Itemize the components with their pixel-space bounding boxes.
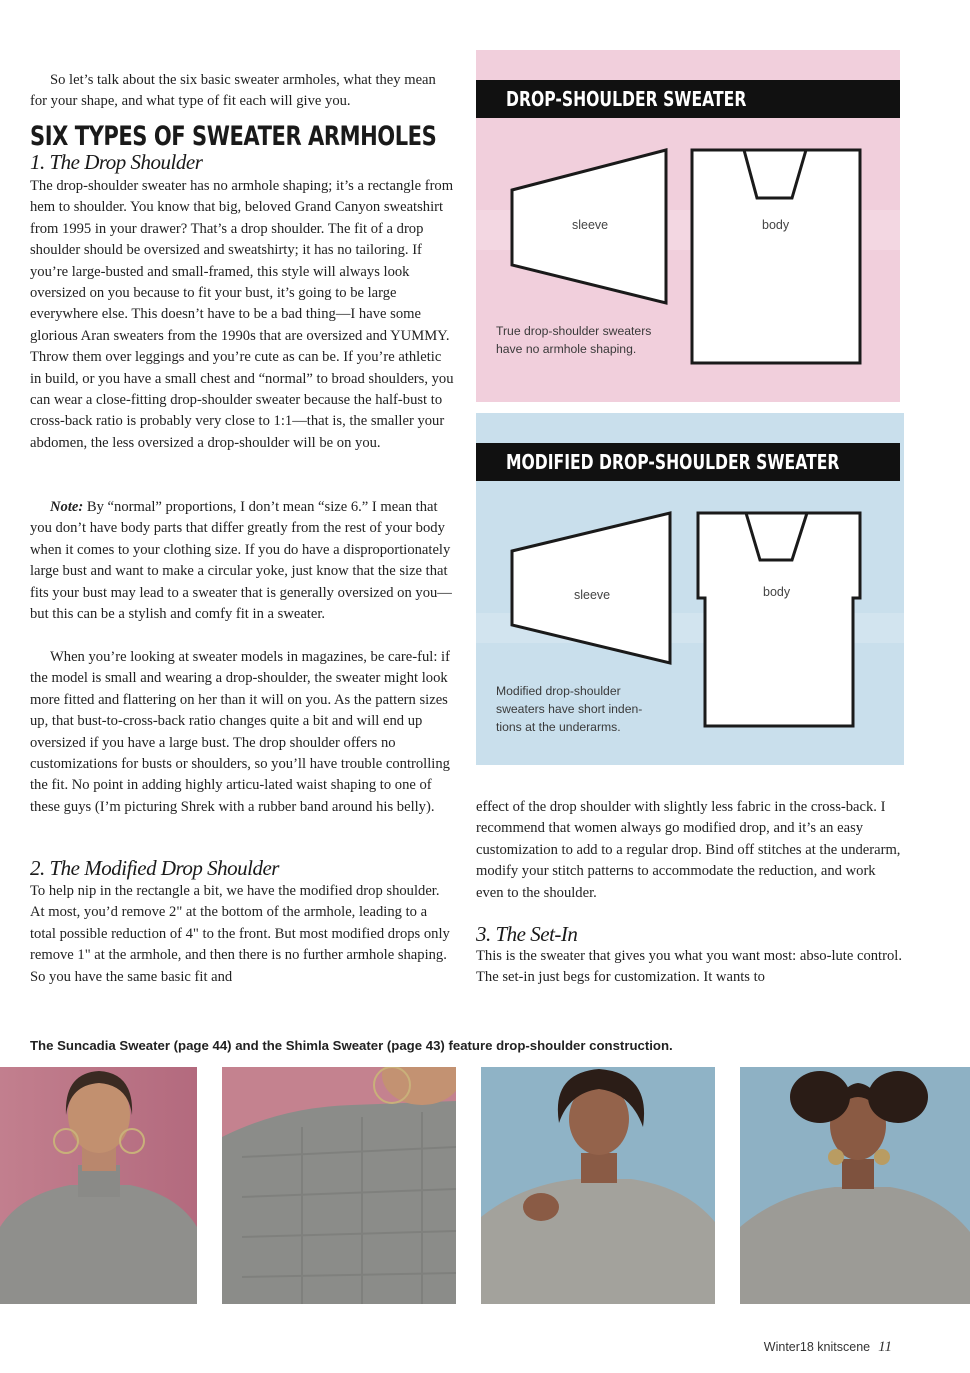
photo-shimla-model-one xyxy=(481,1067,715,1304)
modified-drop-shoulder-title-bar xyxy=(476,443,900,481)
note-text: By “normal” proportions, I don’t mean “size 6.” I mean that you don’t have body parts that differ greatly from the rest of your body when it comes to your clothing size. If you do have a disproportionately large bust and want to make a circular yoke, just know that the size that fits your bust may lead to a sweater that is generally oversized on you—but this can be a stylish and comfy fit in a sweater. xyxy=(30,499,452,623)
section-modified-text-right xyxy=(476,797,904,905)
note-label: Note: xyxy=(50,499,84,515)
page-folio xyxy=(764,1339,892,1356)
photo-suncadia-model xyxy=(0,1067,197,1304)
drop-shoulder-diagram-panel xyxy=(476,50,904,402)
intro-paragraph: So let’s talk about the six basic sweater armholes, what they mean for your shape, and what type of fit each will give you. xyxy=(30,72,436,110)
photo-suncadia-detail xyxy=(222,1067,456,1304)
modified-drop-shoulder-caption: Modified drop-shoulder sweaters have short inden-tions at the underarms. xyxy=(496,684,643,734)
photo-caption: The Suncadia Sweater (page 44) and the Shimla Sweater (page 43) feature drop-shoulder construction. xyxy=(30,1038,673,1053)
sleeve-label: sleeve xyxy=(574,588,611,602)
body-label: body xyxy=(763,585,791,599)
modified-drop-continued-paragraph: effect of the drop shoulder with slightly less fabric in the cross-back. I recommend that women always go modified drop, and it’s an easy customization to add to a regular drop. Bind off stitches at the underarm, modify your stitch patterns to accommodate the reduction, and work even to the shoulder. xyxy=(476,799,901,901)
page-number: 11 xyxy=(878,1339,892,1355)
body-shape xyxy=(698,513,860,726)
body-label: body xyxy=(762,218,790,232)
section-title-modified-drop-shoulder: 2. The Modified Drop Shoulder xyxy=(30,856,279,880)
drop-shoulder-title: DROP-SHOULDER SWEATER xyxy=(506,87,747,111)
main-heading: SIX TYPES OF SWEATER ARMHOLES xyxy=(30,121,437,152)
modified-drop-shoulder-title: MODIFIED DROP-SHOULDER SWEATER xyxy=(506,450,840,474)
note-paragraph xyxy=(30,497,455,647)
sleeve-label: sleeve xyxy=(572,218,609,232)
body-shape xyxy=(692,150,860,363)
section-modified-text-left xyxy=(30,881,455,989)
drop-shoulder-paragraph: The drop-shoulder sweater has no armhole shaping; it’s a rectangle from hem to shoulder. You know that big, beloved Grand Canyon sweatshirt from 1995 in your drawer? That’s a drop shoulder. The fit of a drop shoulder should be oversized and sweatshirty; it has no tailoring. If you’re large-busted and small-framed, this style will always look oversized on you because to fit your bust, it’s going to be large everywhere else. This doesn’t have to be a bad thing—I have some glorious Aran sweaters from the 1990s that are oversized and YUMMY. Throw them over leggings and you’re cute as can be. If you’re athletic in build, or you have a small chest and “normal” to broad shoulders, you can wear a close-fitting drop-shoulder sweater because the half-bust to cross-back ratio is probably very close to 1:1—that is, the smaller your abdomen, the less oversized a drop-shoulder will be on you. xyxy=(30,178,454,451)
drop-shoulder-title-bar xyxy=(476,80,900,118)
section-title-set-in: 3. The Set-In xyxy=(476,922,578,946)
issue-label: Winter18 knitscene xyxy=(763,1340,871,1354)
modified-drop-shoulder-diagram-panel xyxy=(476,413,904,765)
section-set-in-text xyxy=(476,946,904,990)
section-title-drop-shoulder: 1. The Drop Shoulder xyxy=(30,150,203,174)
magazine-models-paragraph: When you’re looking at sweater models in magazines, be care-ful: if the model is small and wearing a drop-shoulder, the sweater might look more fitted and flattering on her than it will on you. As the pattern sizes up, that bust-to-cross-back ratio changes quite a bit and will end up oversized if you have a large bust. The drop shoulder offers no customizations for busts or shoulders, so you’ll have trouble controlling the fit. No point in adding highly articu-lated waist shaping to one of these guys (I’m picturing Shrek with a rubber band around his belly). xyxy=(30,649,450,815)
set-in-paragraph: This is the sweater that gives you what you want most: abso-lute control. The set-in just begs for customization. It wants to xyxy=(476,948,902,986)
photo-shimla-model-two xyxy=(740,1067,970,1304)
modified-drop-paragraph: To help nip in the rectangle a bit, we have the modified drop shoulder. At most, you’d remove 2" at the bottom of the armhole, leading to a total possible reduction of 4" to the front. But most modified drops only remove 1" at the armhole, and then there is no further armhole shaping. So you have the same basic fit and xyxy=(30,883,450,985)
drop-shoulder-caption: True drop-shoulder sweaters have no armhole shaping. xyxy=(496,324,652,356)
section-drop-shoulder-text xyxy=(30,176,455,840)
